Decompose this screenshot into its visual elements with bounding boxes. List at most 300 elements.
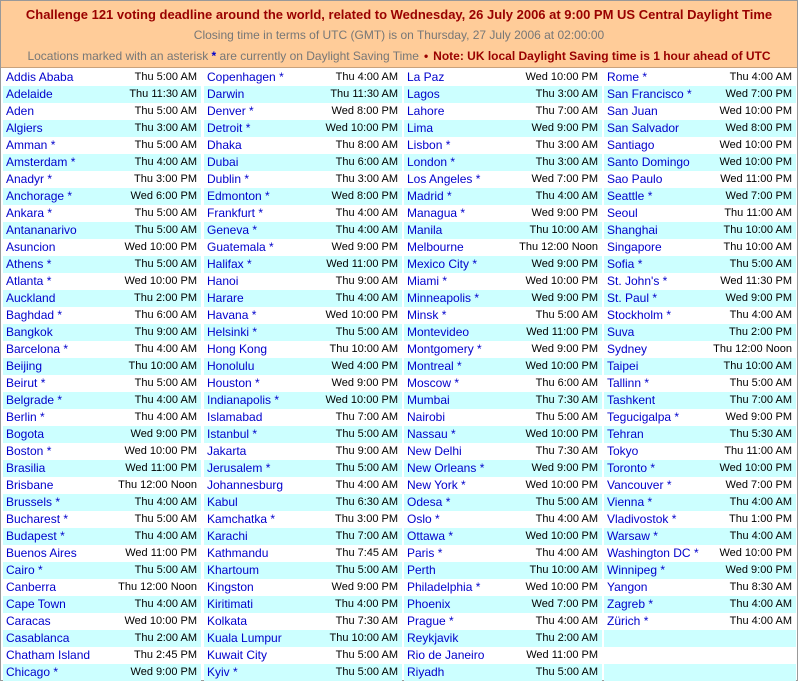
city-link[interactable] (6, 375, 45, 392)
city-name: Anadyr (6, 172, 45, 186)
city-link[interactable] (407, 562, 436, 579)
table-row (204, 460, 402, 477)
city-name: Nassau (407, 427, 448, 441)
city-link[interactable] (207, 69, 284, 86)
table-row (204, 103, 402, 120)
city-name: Auckland (6, 291, 56, 305)
city-link[interactable] (607, 443, 638, 460)
table-row (204, 477, 402, 494)
city-name: Zagreb (607, 597, 646, 611)
city-link[interactable] (207, 358, 254, 375)
city-link[interactable] (407, 171, 480, 188)
city-link[interactable] (6, 290, 55, 307)
dst-asterisk: * (475, 172, 481, 186)
city-link[interactable] (407, 86, 440, 103)
city-link[interactable] (407, 324, 469, 341)
city-link[interactable] (407, 426, 456, 443)
city-name: Islamabad (207, 410, 263, 424)
city-name: Athens (6, 257, 44, 271)
city-link[interactable] (407, 358, 462, 375)
local-time: Wed 10:00 PM (719, 156, 792, 168)
city-link[interactable] (407, 409, 445, 426)
local-time: Thu 5:00 AM (729, 258, 792, 270)
local-time: Wed 10:00 PM (325, 394, 398, 406)
dst-asterisk: * (451, 427, 456, 441)
local-time: Thu 5:00 AM (535, 496, 598, 508)
city-link[interactable] (407, 69, 444, 86)
city-link[interactable] (607, 171, 662, 188)
table-row (3, 630, 201, 647)
city-link[interactable] (6, 664, 58, 681)
dst-asterisk: * (269, 240, 274, 254)
city-link[interactable] (607, 375, 649, 392)
city-name: Taipei (607, 359, 639, 373)
city-link[interactable] (607, 239, 662, 256)
table-row (204, 613, 402, 630)
local-time: Thu 10:00 AM (723, 224, 792, 236)
city-name: Baghdad (6, 308, 55, 322)
city-link[interactable] (6, 511, 68, 528)
city-link[interactable] (607, 188, 652, 205)
city-name: Hanoi (207, 274, 239, 288)
local-time: Thu 12:00 Noon (118, 581, 197, 593)
local-time: Wed 7:00 PM (531, 598, 598, 610)
city-link[interactable] (207, 630, 282, 647)
city-name: Zürich (607, 614, 641, 628)
local-time: Thu 5:00 AM (335, 428, 398, 440)
city-name: Khartoum (207, 563, 260, 577)
city-link[interactable] (607, 477, 672, 494)
city-link[interactable] (207, 511, 275, 528)
city-link[interactable] (607, 511, 676, 528)
city-name: Managua (407, 206, 458, 220)
table-row (404, 103, 602, 120)
local-time: Wed 11:00 PM (125, 547, 197, 559)
table-row (3, 188, 201, 205)
city-link[interactable] (407, 290, 479, 307)
city-link[interactable] (6, 545, 77, 562)
table-row (204, 562, 402, 579)
city-link[interactable] (607, 256, 642, 273)
city-link[interactable] (607, 426, 644, 443)
city-link[interactable] (207, 205, 263, 222)
city-link[interactable] (407, 596, 450, 613)
city-link[interactable] (407, 545, 442, 562)
city-link[interactable] (6, 324, 53, 341)
local-time: Wed 10:00 PM (124, 445, 197, 457)
city-link[interactable] (6, 528, 65, 545)
local-time: Wed 9:00 PM (331, 581, 398, 593)
city-link[interactable] (207, 273, 238, 290)
city-link[interactable] (407, 256, 477, 273)
city-link[interactable] (6, 154, 75, 171)
table-row (3, 494, 201, 511)
table-row (404, 596, 602, 613)
city-link[interactable] (407, 137, 450, 154)
local-time: Thu 4:00 AM (729, 615, 792, 627)
city-link[interactable] (207, 443, 246, 460)
city-name: Suva (607, 325, 635, 339)
city-link[interactable] (207, 256, 252, 273)
city-name: Brasilia (6, 461, 46, 475)
city-link[interactable] (207, 137, 242, 154)
local-time: Thu 10:00 AM (329, 343, 398, 355)
city-link[interactable] (407, 613, 454, 630)
dst-asterisk: * (252, 427, 258, 441)
city-name: Kathmandu (207, 546, 269, 560)
city-link[interactable] (6, 613, 51, 630)
city-name: Seattle (607, 189, 645, 203)
city-name: Amman (6, 138, 48, 152)
city-link[interactable] (6, 171, 52, 188)
city-link[interactable] (607, 528, 658, 545)
table-row (404, 392, 602, 409)
city-link[interactable] (207, 392, 279, 409)
dst-asterisk: * (648, 597, 654, 611)
city-link[interactable] (607, 154, 690, 171)
city-name: La Paz (407, 70, 445, 84)
city-name: Odesa (407, 495, 443, 509)
local-time: Thu 4:00 PM (335, 598, 398, 610)
table-row (604, 307, 796, 324)
city-link[interactable] (207, 103, 254, 120)
city-name: Indianapolis (207, 393, 272, 407)
table-row (204, 647, 402, 664)
city-link[interactable] (407, 341, 482, 358)
local-time: Thu 7:30 AM (535, 445, 598, 457)
city-link[interactable] (607, 222, 658, 239)
city-link[interactable] (6, 443, 51, 460)
local-time: Wed 9:00 PM (130, 666, 197, 678)
local-time: Thu 7:00 AM (535, 105, 598, 117)
city-link[interactable] (607, 290, 657, 307)
city-link[interactable] (207, 341, 267, 358)
city-link[interactable] (207, 290, 244, 307)
city-link[interactable] (207, 239, 274, 256)
city-name: Montreal (407, 359, 454, 373)
table-row (204, 307, 402, 324)
city-link[interactable] (207, 460, 270, 477)
city-name: Santo Domingo (607, 155, 690, 169)
dst-asterisk: * (445, 495, 451, 509)
city-name: Kamchatka (207, 512, 268, 526)
dst-asterisk: * (255, 376, 260, 390)
city-link[interactable] (6, 69, 73, 86)
city-link[interactable] (6, 477, 53, 494)
city-link[interactable] (407, 154, 455, 171)
city-link[interactable] (207, 579, 254, 596)
city-link[interactable] (407, 528, 453, 545)
city-link[interactable] (207, 120, 250, 137)
local-time: Thu 3:00 AM (134, 122, 197, 134)
city-link[interactable] (407, 222, 442, 239)
local-time: Wed 11:00 PM (526, 326, 598, 338)
city-link[interactable] (207, 222, 257, 239)
city-link[interactable] (207, 375, 260, 392)
local-time: Thu 12:00 Noon (713, 343, 792, 355)
city-link[interactable] (407, 239, 464, 256)
city-link[interactable] (6, 647, 90, 664)
table-row (204, 341, 402, 358)
city-link[interactable] (607, 103, 658, 120)
dst-asterisk: * (47, 172, 53, 186)
dst-asterisk: * (57, 308, 63, 322)
city-link[interactable] (6, 256, 51, 273)
city-link[interactable] (407, 579, 480, 596)
local-time: Thu 10:00 AM (128, 360, 197, 372)
dst-asterisk: * (40, 410, 45, 424)
city-link[interactable] (207, 477, 283, 494)
city-name: Moscow (407, 376, 452, 390)
table-row (3, 307, 201, 324)
city-link[interactable] (407, 120, 433, 137)
dst-asterisk: * (251, 308, 257, 322)
city-link[interactable] (407, 477, 466, 494)
city-link[interactable] (6, 307, 62, 324)
city-name: Cape Town (6, 597, 66, 611)
city-link[interactable] (607, 409, 679, 426)
city-name: Brisbane (6, 478, 54, 492)
city-name: Vienna (607, 495, 645, 509)
city-name: Mumbai (407, 393, 450, 407)
table-row (404, 222, 602, 239)
city-link[interactable] (6, 596, 66, 613)
table-row (3, 256, 201, 273)
city-link[interactable] (407, 205, 465, 222)
local-time: Thu 5:00 AM (335, 666, 398, 678)
local-time: Thu 4:00 AM (134, 394, 197, 406)
city-link[interactable] (6, 460, 45, 477)
city-name: Geneva (207, 223, 250, 237)
city-link[interactable] (407, 375, 459, 392)
city-link[interactable] (607, 69, 647, 86)
table-row (604, 409, 796, 426)
city-link[interactable] (6, 630, 69, 647)
city-link[interactable] (6, 137, 55, 154)
dst-asterisk: * (38, 563, 43, 577)
city-link[interactable] (607, 545, 699, 562)
local-time: Wed 10:00 PM (525, 275, 598, 287)
city-name: Bogota (6, 427, 45, 441)
table-row (404, 86, 602, 103)
city-link[interactable] (407, 511, 440, 528)
city-link[interactable] (6, 222, 77, 239)
local-time: Wed 10:00 PM (719, 139, 792, 151)
dst-asterisk: * (475, 580, 481, 594)
local-time: Thu 3:00 PM (134, 173, 197, 185)
city-link[interactable] (207, 596, 253, 613)
city-link[interactable] (6, 409, 45, 426)
city-link[interactable] (607, 460, 655, 477)
local-time: Thu 4:00 AM (335, 479, 398, 491)
local-time: Thu 10:00 AM (329, 632, 398, 644)
city-link[interactable] (6, 562, 43, 579)
city-name: Perth (407, 563, 436, 577)
city-link[interactable] (207, 154, 238, 171)
city-link[interactable] (407, 392, 450, 409)
city-link[interactable] (207, 494, 238, 511)
city-link[interactable] (607, 579, 647, 596)
city-link[interactable] (6, 494, 60, 511)
dst-asterisk: * (647, 189, 653, 203)
city-name: Dhaka (207, 138, 242, 152)
table-row (204, 154, 402, 171)
table-row (204, 392, 402, 409)
table-row (404, 290, 602, 307)
city-link[interactable] (607, 596, 653, 613)
city-link[interactable] (207, 647, 267, 664)
city-link[interactable] (207, 664, 238, 681)
city-link[interactable] (207, 545, 268, 562)
city-name: Melbourne (407, 240, 464, 254)
city-link[interactable] (207, 409, 262, 426)
city-link[interactable] (207, 171, 249, 188)
city-name: Bangkok (6, 325, 53, 339)
city-name: Montgomery (407, 342, 474, 356)
city-link[interactable] (607, 120, 679, 137)
city-name: Algiers (6, 121, 43, 135)
local-time: Wed 10:00 PM (124, 275, 197, 287)
city-name: Sofia (607, 257, 635, 271)
city-link[interactable] (6, 120, 43, 137)
city-link[interactable] (6, 358, 42, 375)
dst-asterisk: * (53, 665, 59, 679)
local-time: Thu 5:00 AM (535, 411, 598, 423)
city-link[interactable] (407, 647, 484, 664)
local-time: Thu 2:00 PM (134, 292, 197, 304)
city-name: Reykjavik (407, 631, 459, 645)
dst-asterisk: * (450, 155, 456, 169)
city-name: Kuwait City (207, 648, 268, 662)
local-time: Thu 10:00 AM (723, 241, 792, 253)
city-name: Cairo (6, 563, 35, 577)
table-row (404, 205, 602, 222)
city-link[interactable] (607, 137, 654, 154)
local-time: Thu 4:00 AM (335, 292, 398, 304)
city-link[interactable] (6, 103, 34, 120)
city-link[interactable] (607, 273, 667, 290)
city-link[interactable] (207, 307, 256, 324)
table-row (3, 222, 201, 239)
table-row (3, 86, 201, 103)
dst-asterisk: * (441, 308, 447, 322)
table-row (3, 579, 201, 596)
local-time: Thu 2:00 PM (729, 326, 792, 338)
table-row (3, 392, 201, 409)
city-link[interactable] (207, 528, 248, 545)
city-link[interactable] (607, 86, 692, 103)
city-link[interactable] (607, 392, 655, 409)
city-link[interactable] (407, 307, 446, 324)
table-row (3, 358, 201, 375)
city-link[interactable] (6, 341, 68, 358)
dst-asterisk: * (258, 206, 264, 220)
dst-asterisk: * (644, 376, 650, 390)
dst-asterisk: * (60, 529, 65, 543)
table-row (604, 562, 796, 579)
city-link[interactable] (407, 443, 462, 460)
local-time: Wed 7:00 PM (725, 479, 792, 491)
city-name: St. Paul (607, 291, 650, 305)
city-link[interactable] (6, 579, 56, 596)
city-link[interactable] (407, 630, 458, 647)
city-link[interactable] (207, 188, 270, 205)
city-link[interactable] (6, 86, 53, 103)
city-link[interactable] (607, 341, 647, 358)
city-link[interactable] (407, 273, 447, 290)
table-row (604, 392, 796, 409)
dst-asterisk: * (449, 614, 454, 628)
city-link[interactable] (207, 86, 244, 103)
city-link[interactable] (6, 426, 44, 443)
local-time: Thu 12:00 Noon (118, 479, 197, 491)
city-link[interactable] (6, 205, 52, 222)
city-name: Harare (207, 291, 244, 305)
dst-asterisk: * (660, 563, 666, 577)
local-time: Thu 12:00 Noon (519, 241, 598, 253)
city-name: Kolkata (207, 614, 248, 628)
local-time: Thu 4:00 AM (729, 496, 792, 508)
table-row (404, 375, 602, 392)
city-link[interactable] (407, 664, 444, 681)
city-link[interactable] (207, 613, 247, 630)
city-link[interactable] (207, 426, 257, 443)
dst-asterisk: * (252, 223, 258, 237)
city-link[interactable] (607, 562, 665, 579)
city-link[interactable] (607, 307, 671, 324)
table-row (3, 647, 201, 664)
city-link[interactable] (407, 188, 452, 205)
dst-asterisk: * (477, 342, 482, 356)
table-row (204, 86, 402, 103)
city-link[interactable] (607, 205, 638, 222)
local-time: Thu 3:00 AM (335, 173, 398, 185)
city-link[interactable] (6, 392, 62, 409)
city-link[interactable] (407, 494, 450, 511)
local-time: Thu 6:00 AM (335, 156, 398, 168)
dst-asterisk: * (265, 189, 270, 203)
local-time: Thu 9:00 AM (134, 326, 197, 338)
city-link[interactable] (607, 613, 648, 630)
city-link[interactable] (607, 494, 652, 511)
city-name: Belgrade (6, 393, 55, 407)
city-name: St. John's (607, 274, 660, 288)
table-row (604, 86, 796, 103)
city-link[interactable] (6, 239, 55, 256)
city-link[interactable] (207, 562, 259, 579)
table-row (404, 460, 602, 477)
city-link[interactable] (207, 324, 257, 341)
dst-legend-text-after: are currently on Daylight Saving Time (216, 49, 419, 63)
city-link[interactable] (607, 358, 638, 375)
city-link[interactable] (6, 188, 72, 205)
table-row (404, 664, 602, 681)
city-link[interactable] (407, 103, 444, 120)
table-row (3, 596, 201, 613)
dst-asterisk: * (666, 308, 672, 322)
city-name: Vladivostok (607, 512, 669, 526)
city-link[interactable] (6, 273, 51, 290)
city-name: Seoul (607, 206, 638, 220)
city-name: Beijing (6, 359, 43, 373)
dst-asterisk: * (472, 257, 478, 271)
local-time: Thu 10:00 AM (723, 360, 792, 372)
city-link[interactable] (407, 460, 484, 477)
city-link[interactable] (607, 324, 634, 341)
city-name: Guatemala (207, 240, 266, 254)
city-name: Yangon (607, 580, 648, 594)
city-column-4 (604, 69, 796, 681)
